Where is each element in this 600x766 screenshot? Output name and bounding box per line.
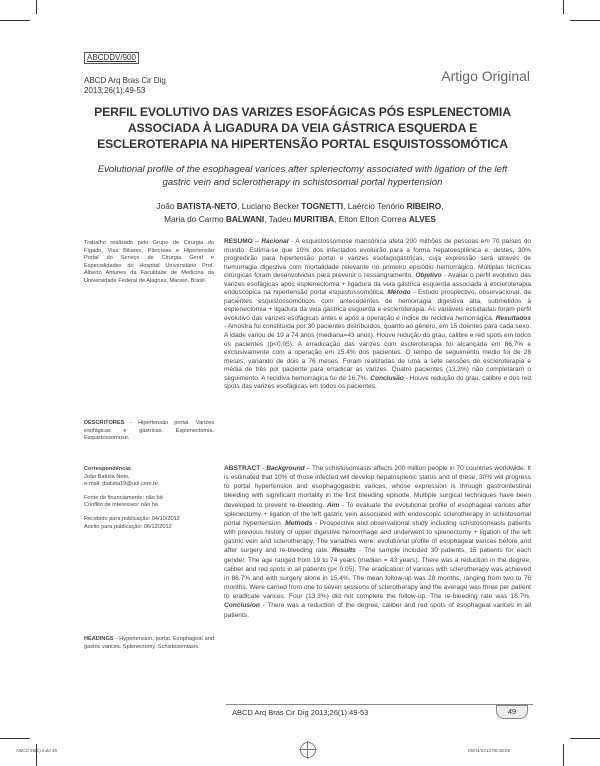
author-last: TOGNETTI: [301, 201, 344, 211]
resumo: [224, 238, 531, 392]
author-first: Maria do Carmo: [164, 214, 226, 224]
background-text: – The schistosomiasis affects 200 million people in 70 countries worldwide. It is estimated that 10% of those infected will develop hepatosplenic status and of these, 30% will progress to portal hypertension and esophagogastric varices, whose expression is through gastrointestinal bleeding with significant mortality in the first bleeding episode. Multiple surgical techniques have been developed to prevent re-bleeding.: [224, 465, 531, 509]
funding: Fonte de financiamento: não há: [84, 494, 163, 501]
resumo-dash: –: [252, 238, 262, 245]
author-first: João: [156, 201, 177, 211]
correspondence-label: Correspondência:: [84, 466, 132, 472]
aim-label: Aim: [326, 501, 340, 509]
journal-volume: 2013;26(1):49-53: [84, 86, 146, 95]
descritores-text: - Hipertensão portal. Varizes esofágicas e gástricas. Esplenectomia. Esquistossomose.: [84, 420, 214, 442]
crop-mark: [0, 738, 30, 739]
journal-name: ABCD Arq Bras Cir Dig: [84, 76, 166, 85]
slug-filename: ABCD 26(1).indd 49: [16, 748, 58, 753]
slug-timestamp: 05/04/2013 08:48:55: [468, 748, 511, 753]
author-last: BALWANI: [225, 214, 265, 224]
correspondence: [84, 466, 214, 531]
author-first: , Luciano Becker: [237, 201, 302, 211]
article-code: ABCDDV/900: [84, 52, 139, 64]
abstract-dash: -: [260, 465, 267, 472]
aim-text: - To evaluate the evolutional profile of esophageal varices after splenectomy + ligation of the left gastric vein associated with endoscopic sclerotherapy in schistosomal portal hypertension.: [224, 501, 531, 527]
title-line: ASSOCIADA À LIGADURA DA VEIA GÁSTRICA ESQUERDA E: [127, 121, 478, 135]
racional-label: Racional: [261, 238, 289, 245]
methods-text: - Prospective and observational study including schistosomiasis patients with previous history of upper digestive hemorrhage and underwent to splenectomy + ligation of the left gastric vein and sclerotherapy. The variables were: evolutional profile of esophageal varices before and after surgery and re-bleeding rate.: [224, 519, 531, 555]
article-title: [75, 104, 530, 152]
crop-mark: [570, 20, 600, 21]
methods-label: Methods: [285, 519, 313, 527]
author-first: , Laércio Tenório: [343, 201, 407, 211]
article-subtitle: Evolutional profile of the esophageal varices after splenectomy associated with ligation of the left gastric vein and sclerotherapy in schistosomal portal hypertension: [97, 164, 508, 188]
resultados-label: Resultados: [495, 314, 531, 322]
descritores: [84, 420, 214, 443]
accepted-date: Aceito para publicação: 06/12/2012: [84, 523, 172, 530]
author-last: RIBEIRO: [406, 201, 442, 211]
results-text: - The sample included 30 patients, 15 patients for each gender. The age ranged from 19 to 74 years (median = 43 years). There was a reduction in the degree, caliber and red spots in all patients (p< 0.05). The eradication of varices with sclerotherapy was achieved in 86.7% and with surgery alone in 15.4%. The mean follow-up was 28 months, ranging from two to 76 months. Were carried from one to seven sessions of sclerotherapy and the average was three per patient to eradicate varices. Four (13.3%) did not complete the follow-up. The re-bleeding rate was 16.7%.: [224, 547, 532, 601]
abstract-label: ABSTRACT: [224, 465, 261, 472]
crop-mark: [0, 20, 30, 21]
author-sep: ,: [441, 201, 444, 211]
author-last: ALVES: [408, 214, 436, 224]
racional-text: - A esquistossomose mansônica afeta 200 milhões de pessoas em 70 países do mundo. Estima-se que 10% dos infectados evoluirão para a forma hepatoesplênica e, destes, 30% progredirão para hipertensão portal e varizes esofagogástricas, cuja expressão será através de hemorragia digestiva com mortalidade relevante no primeiro episódio hemorrágico. Múltiplas técnicas cirúrgicas foram desenvolvidas para prevenir o ressangramento.: [224, 238, 532, 280]
metodo-label: Método: [387, 289, 411, 297]
objetivo-label: Objetivo: [415, 272, 442, 280]
title-line: PERFIL EVOLUTIVO DAS VARIZES ESOFÁGICAS PÓS ESPLENECTOMIA: [94, 105, 511, 119]
registration-mark-icon: [300, 742, 316, 758]
conclusion-text: - There was a reduction of the degree, caliber and red spots of esophageal varices in all patients.: [224, 602, 531, 619]
footer-rule: [226, 704, 533, 705]
received-date: Recebido para publicação: 04/10/2012: [84, 515, 180, 522]
headings-label: HEADINGS: [84, 636, 114, 642]
correspondence-name: João Batista Neto,: [84, 473, 130, 480]
affiliation-text: Trabalho realizado pelo Grupo de Cirurgia do Fígado, Vias Biliares, Pâncreas e Hipertensão Portal do Serviço de Cirurgia Geral e Especialidades do Hospital Universitário Prof. Alberto Antunes da Faculdade de Medicina da Universidade Federal de Alagoas, Maceió, Brasil.: [84, 240, 214, 284]
descritores-label: DESCRITORES: [84, 420, 125, 426]
crop-mark: [563, 0, 564, 14]
section-label: Artigo Original: [441, 68, 530, 84]
page-number: 49: [496, 705, 528, 719]
author-list: [110, 200, 490, 226]
conclusao-label: Conclusão: [370, 374, 404, 382]
author-first: , Tadeu: [264, 214, 294, 224]
journal-info: [84, 76, 166, 96]
metodo-text: - Estudo prospectivo, observacional, de pacientes esquistossomóticos com antecedentes de hemorragia digestiva alta, submetidos à esplenectomia + ligadura da veia gástrica esquerda e escleroterapia. As variáveis estudadas foram perfil evolutivo das varizes esofágicas antes e após a operação e índice de recidiva hemorrágica.: [224, 289, 531, 322]
results-label: Results: [332, 547, 356, 555]
background-label: Background: [266, 465, 305, 472]
author-last: BATISTA-NETO: [176, 201, 238, 211]
crop-mark: [570, 738, 600, 739]
footer-citation: ABCD Arq Bras Cir Dig 2013;26(1):49-53: [232, 708, 369, 717]
author-first: , Elton Elton Correa: [334, 214, 409, 224]
abstract: [224, 464, 531, 620]
crop-mark: [563, 744, 564, 766]
affiliation: [84, 240, 214, 286]
correspondence-email: e-mail: jbatista19@uol.com.br: [84, 481, 159, 488]
author-last: MURITIBA: [293, 214, 335, 224]
resumo-label: RESUMO: [224, 238, 253, 245]
conflict: Conflito de interesses: não há: [84, 502, 159, 509]
crop-mark: [36, 0, 37, 14]
headings-text: - Hypertension, portal. Esophageal and gastric varices. Splenectomy. Schistosomiasis.: [84, 636, 214, 650]
objetivo-text: - Avaliar o perfil evolutivo das varizes esofágicas após esplenectomia + ligadura da veia gástrica esquerda associada à escleroterapia endoscópica na hipertensão portal esquistossomótica.: [224, 272, 532, 297]
title-line: ESCLEROTERAPIA NA HIPERTENSÃO PORTAL ESQUISTOSSOMÓTICA: [97, 137, 508, 151]
headings: [84, 636, 214, 651]
resultados-text: - Amostra foi constituída por 30 pacientes distribuídos, quanto ao gênero, em 15 doentes para cada sexo. A idade variou de 19 a 74 anos (mediana=43 anos). Houve redução do grau, calibre e red spots em todos os pacientes (p<0,05). A erradicação das varizes com escleroterapia foi alcançada em 86,7% e exclusivamente com a operação em 15,4% dos pacientes. O tempo de seguimento médio foi de 28 meses, variando de dois a 76 meses. Foram realizadas de uma a sete sessões de escleroterapia e média de três por paciente para erradicar as varizes. Quatro pacientes (13,3%) não completaram o seguimento. A recidiva hemorrágica foi de 16,7%.: [224, 323, 531, 382]
conclusion-label: Conclusion: [224, 602, 260, 610]
conclusao-text: - Houve redução do grau, calibre e dos red spots das varizes esofágicas em todos os pacientes.: [224, 374, 531, 391]
